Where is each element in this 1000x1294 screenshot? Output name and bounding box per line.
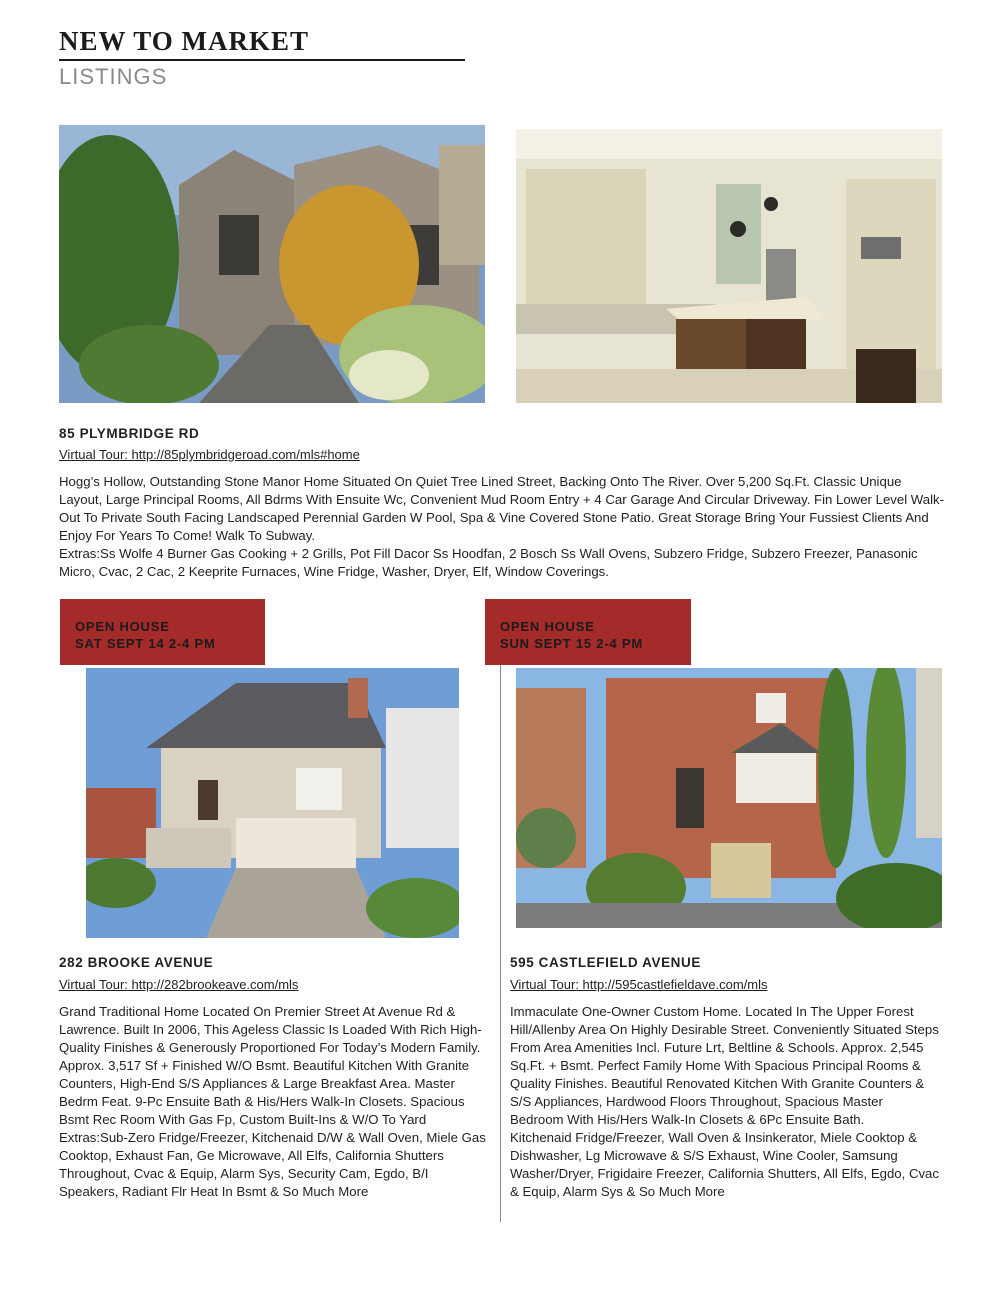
page-subtitle: LISTINGS — [59, 64, 168, 89]
listing-description-castlefield — [510, 1003, 940, 1201]
description-text: Immaculate One-Owner Custom Home. Located In The Upper Forest Hill/Allenby Area On Highly Desirable Street. Conveniently Situated Steps From Area Amenities Incl. Future Lrt, Beltline & Schools. Approx. 2,545 Sq.Ft. + Bsmt. Perfect Family Home With Spacious Principal Rooms & Quality Finishes. Beautiful Renovated Kitchen With Granite Counters & S/S Appliances, Hardwood Floors Throughout, Spacious Master Bedroom With His/Hers Walk-In Closets & 6Pc Ensuite Bath. — [510, 1004, 939, 1127]
description-text: Grand Traditional Home Located On Premier Street At Avenue Rd & Lawrence. Built In 2006, This Ageless Classic Is Loaded With Rich High-Quality Finishes & Generously Proportioned For Today’s Modern Family. Approx. 3,517 Sf + Finished W/O Bsmt. Beautiful Kitchen With Granite Counters, High-End S/S Appliances & Large Breakfast Area. Master Bedrm Feat. 9-Pc Ensuite Bath & His/Hers Walk-In Closets. Spacious Bsmt Rec Room With Gas Fp, Custom Built-Ins & W/O To Yard — [59, 1004, 482, 1127]
title-rule — [59, 59, 465, 61]
virtual-tour-link-brooke[interactable]: Virtual Tour: http://282brookeave.com/mls — [59, 977, 299, 992]
listing-address-castlefield: 595 CASTLEFIELD AVENUE — [510, 955, 701, 970]
description-text: Hogg’s Hollow, Outstanding Stone Manor Home Situated On Quiet Tree Lined Street, Backing Onto The River. Over 5,200 Sq.Ft. Classic Unique Layout, Large Principal Rooms, All Bdrms With Ensuite Wc, Convenient Mud Room Entry + 4 Car Garage And Circular Driveway. Fin Lower Level Walk-Out To Private South Facing Landscaped Perennial Garden W Pool, Spa & Vine Covered Stone Patio. Great Storage Bring Your Fussiest Clients And Enjoy For Years To Come! Walk To Subway. — [59, 474, 945, 543]
virtual-tour-link-castlefield[interactable]: Virtual Tour: http://595castlefieldave.com/mls — [510, 977, 768, 992]
extras-text: Extras:Sub-Zero Fridge/Freezer, Kitchenaid D/W & Wall Oven, Miele Gas Cooktop, Exhaust Fan, Ge Microwave, All Elfs, California Shutters Throughout, Cvac & Equip, Alarm Sys, Security Cam, Egdo, B/I Speakers, Radiant Flr Heat In Bsmt & So Much More — [59, 1130, 486, 1199]
listing-address-plymbridge: 85 PLYMBRIDGE RD — [59, 426, 200, 441]
extras-text: Extras:Ss Wolfe 4 Burner Gas Cooking + 2 Grills, Pot Fill Dacor Ss Hoodfan, 2 Bosch Ss Wall Ovens, Subzero Fridge, Subzero Freezer, Panasonic Micro, Cvac, 2 Cac, 2 Keeprite Furnaces, Wine Fridge, Washer, Dryer, Elf, Window Coverings. — [59, 546, 918, 579]
open-house-label: OPEN HOUSE — [75, 619, 170, 634]
open-house-date: SUN SEPT 15 2-4 PM — [500, 636, 643, 651]
exterior-photo-castlefield — [516, 668, 942, 928]
open-house-date: SAT SEPT 14 2-4 PM — [75, 636, 216, 651]
listing-address-brooke: 282 BROOKE AVENUE — [59, 955, 214, 970]
extras-text: Kitchenaid Fridge/Freezer, Wall Oven & Insinkerator, Miele Cooktop & Dishwasher, Lg Microwave & S/S Exhaust, Wine Cooler, Samsung Washer/Dryer, Frigidaire Freezer, California Shutters, All Elfs, Egdo, Cvac & Equip, Alarm Sys & So Much More — [510, 1130, 939, 1199]
open-house-badge-brooke — [60, 599, 265, 665]
kitchen-photo-plymbridge — [516, 129, 942, 403]
virtual-tour-link-plymbridge[interactable]: Virtual Tour: http://85plymbridgeroad.com/mls#home — [59, 447, 360, 462]
page-title: NEW TO MARKET — [59, 26, 310, 56]
column-divider — [500, 650, 501, 1222]
exterior-photo-plymbridge — [59, 125, 485, 403]
listing-description-brooke — [59, 1003, 489, 1201]
listing-description-plymbridge — [59, 473, 944, 581]
open-house-label: OPEN HOUSE — [500, 619, 595, 634]
open-house-badge-castlefield — [485, 599, 691, 665]
exterior-photo-brooke — [86, 668, 459, 938]
